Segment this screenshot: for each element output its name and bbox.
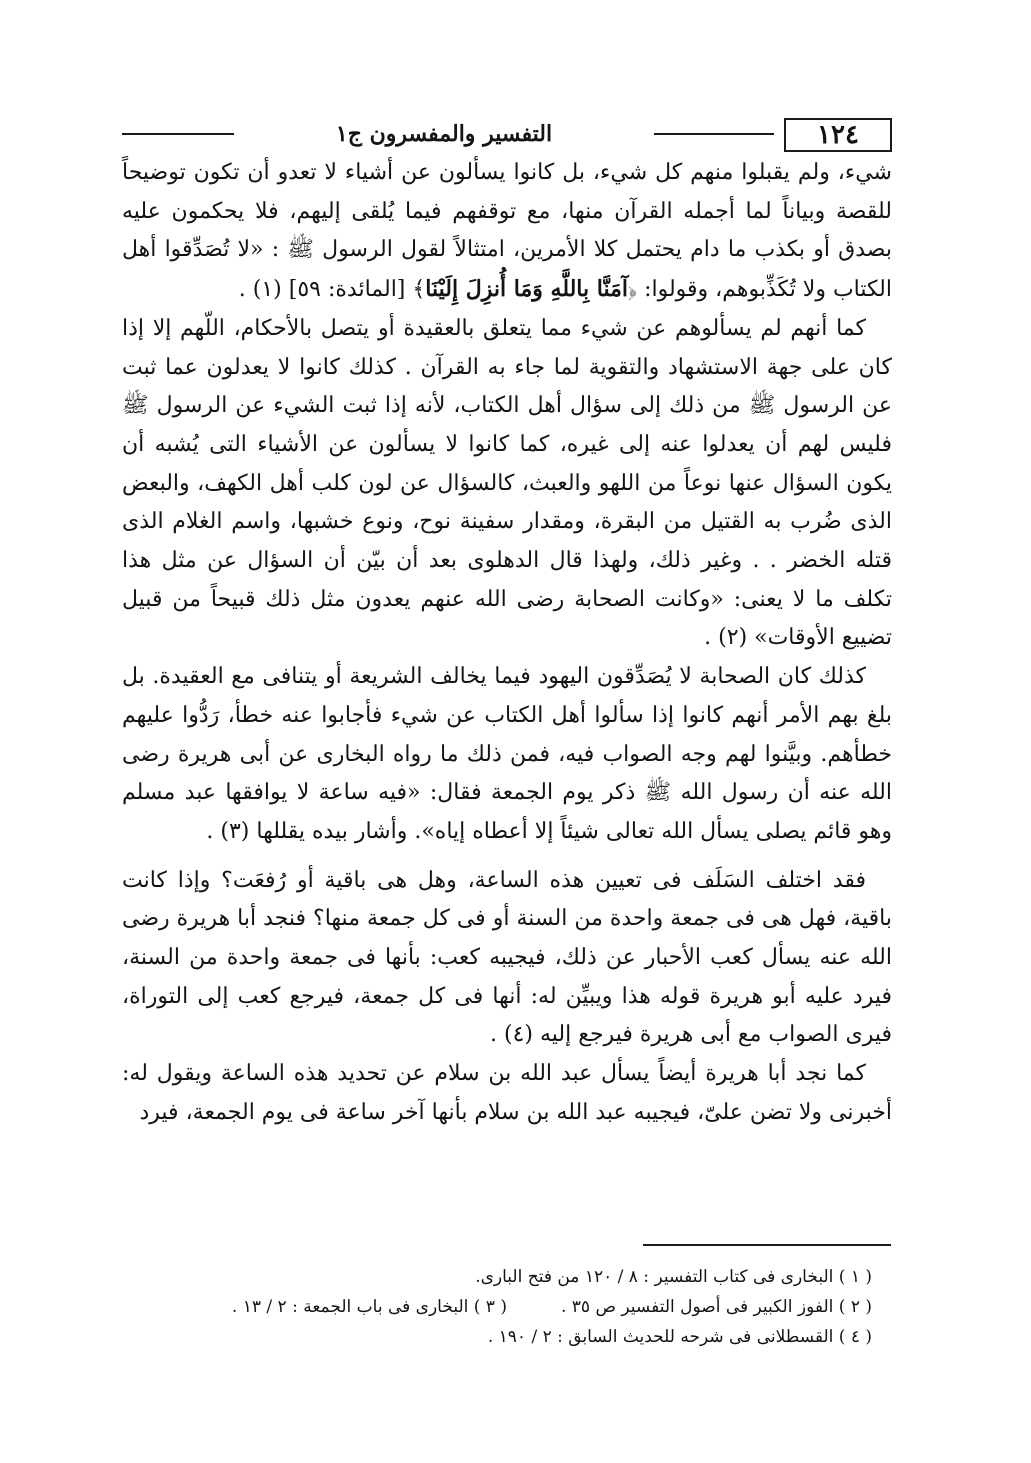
paragraph-1-text: شيء، ولم يقبلوا منهم كل شيء، بل كانوا يسألون عن أشياء لا تعدو أن تكون توضيحاً للقصة وبياناً لما أجمله القرآن منها، مع توقفهم فيما يُلقى إليهم، فلا يحكمون عليه بصدق أو بكذب ما دام يحتمل كلا الأمرين، امتثالاً لقول الرسول ﷺ : «لا تُصَدِّقوا أهل الكتاب ولا تُكَذِّبوهم، وقولوا: ﴿ <box>122 160 892 303</box>
paragraph-5: كما نجد أبا هريرة أيضاً يسأل عبد الله بن سلام عن تحديد هذه الساعة ويقول له: أخبرنى ولا تضن علىّ، فيجيبه عبد الله بن سلام بأنها آخر ساعة فى يوم الجمعة، فيرد <box>122 1061 892 1125</box>
main-text <box>122 154 892 1222</box>
paragraph-1 <box>122 154 892 310</box>
footnote-3: ( ٣ ) البخارى فى باب الجمعة : ٢ / ١٣ . <box>231 1297 507 1317</box>
page-number: ١٢٤ <box>784 118 892 152</box>
footnote-line <box>122 1262 872 1292</box>
paragraph-2: كما أنهم لم يسألوهم عن شيء مما يتعلق بالعقيدة أو يتصل بالأحكام، اللّهم إلا إذا كان على جهة الاستشهاد والتقوية لما جاء به القرآن . كذلك كانوا لا يعدلون عما ثبت عن الرسول ﷺ من ذلك إلى سؤال أهل الكتاب، لأنه إذا ثبت الشيء عن الرسول ﷺ فليس لهم أن يعدلوا عنه إلى غيره، كما كانوا لا يسألون عن الأشياء التى يُشبه أن يكون السؤال عنها نوعاً من اللهو والعبث، كالسؤال عن لون كلب أهل الكهف، والبعض الذى ضُرب به القتيل من البقرة، ومقدار سفينة نوح، ونوع خشبها، واسم الغلام الذى قتله الخضر . . وغير ذلك، ولهذا قال الدهلوى بعد أن بيّن أن السؤال عن مثل هذا تكلف ما لا يعنى: «وكانت الصحابة رضى الله عنهم يعدون مثل ذلك قبيحاً من قبيل تضييع الأوقات» (٢) . <box>122 315 893 651</box>
footnote-divider <box>643 1244 891 1246</box>
paragraph-3: كذلك كان الصحابة لا يُصَدِّقون اليهود فيما يخالف الشريعة أو يتنافى مع العقيدة. بل بلغ بهم الأمر أنهم كانوا إذا سألوا أهل الكتاب عن شيء فأجابوا عنه خطأ، رَدُّوا عليهم خطأهم. وبيَّنوا لهم وجه الصواب فيه، فمن ذلك ما رواه البخارى عن أبى هريرة رضى الله عنه أن رسول الله ﷺ ذكر يوم الجمعة فقال: «فيه ساعة لا يوافقها عبد مسلم وهو قائم يصلى يسأل الله تعالى شيئاً إلا أعطاه إياه». وأشار بيده يقللها (٣) . <box>122 664 892 844</box>
footnote-2: ( ٢ ) الفوز الكبير فى أصول التفسير ص ٣٥ . <box>560 1297 872 1317</box>
footnote-1: ( ١ ) البخارى فى كتاب التفسير : ٨ / ١٢٠ من فتح البارى. <box>475 1267 872 1287</box>
footnote-line <box>122 1322 872 1352</box>
footnote-line <box>122 1292 872 1322</box>
footnote-4: ( ٤ ) القسطلانى فى شرحه للحديث السابق : ٢ / ١٩٠ . <box>487 1327 872 1347</box>
paragraph-4: فقد اختلف السَلَف فى تعيين هذه الساعة، وهل هى باقية أو رُفعَت؟ وإذا كانت باقية، فهل هى فى جمعة واحدة من السنة أو فى كل جمعة منها؟ فنجد أبا هريرة رضى الله عنه يسأل كعب الأحبار عن ذلك، فيجيبه كعب: بأنها فى جمعة واحدة من السنة، فيرد عليه أبو هريرة قوله هذا ويبيِّن له: أنها فى كل جمعة، فيرجع كعب إلى التوراة، فيرى الصواب مع أبى هريرة فيرجع إليه (٤) . <box>122 867 892 1048</box>
header-rule-right <box>654 133 774 135</box>
quran-verse: آمَنَّا بِاللَّهِ وَمَا أُنزِلَ إِلَيْنَا <box>425 276 629 303</box>
footnotes <box>122 1262 872 1352</box>
page-header <box>122 114 892 154</box>
paragraph-1-citation: ﴾ [المائدة: ٥٩] (١) . <box>238 277 426 303</box>
header-rule-left <box>122 133 234 135</box>
running-title: التفسير والمفسرون ج١ <box>335 121 553 147</box>
